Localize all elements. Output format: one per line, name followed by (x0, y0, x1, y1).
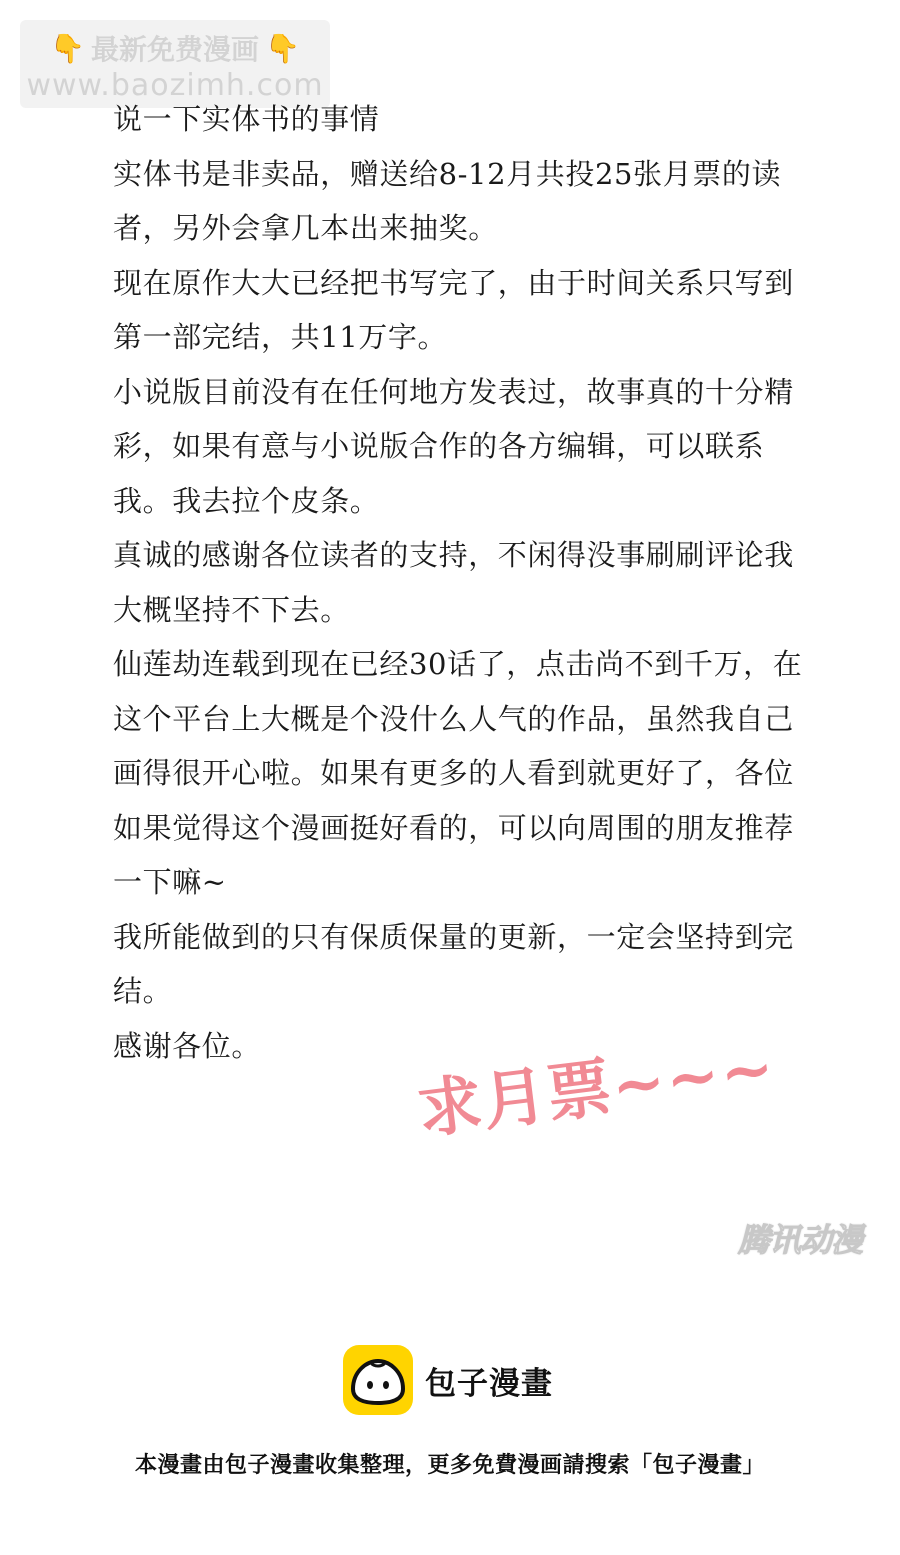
watermark-url: www.baozimh.com (26, 68, 324, 103)
pointing-down-hand-icon: 👇 (50, 31, 85, 65)
brand-logo (343, 1345, 553, 1415)
note-closing: 感谢各位。 (113, 1028, 262, 1063)
baozi-face-icon (343, 1345, 413, 1415)
watermark-title: 最新免费漫画 (90, 33, 259, 66)
author-note (113, 92, 813, 1073)
pointing-down-hand-icon: 👇 (265, 31, 300, 65)
note-paragraph: 真诚的感谢各位读者的支持，不闲得没事刷刷评论我大概坚持不下去。 (113, 538, 794, 627)
note-paragraph: 实体书是非卖品，赠送给8-12月共投25张月票的读者，另外会拿几本出来抽奖。 (113, 156, 782, 245)
note-paragraph: 现在原作大大已经把书写完了，由于时间关系只写到第一部完结，共11万字。 (113, 265, 794, 354)
note-paragraph: 仙莲劫连载到现在已经30话了，点击尚不到千万，在这个平台上大概是个没什么人气的作品，虽然我自己画得很开心啦。如果有更多的人看到就更好了，各位如果觉得这个漫画挺好看的，可以向周围的朋友推荐一下嘛~ (113, 647, 803, 899)
footer-note: 本漫畫由包子漫畫收集整理，更多免費漫画請搜索「包子漫畫」 (134, 1453, 765, 1478)
tencent-comic-watermark: 腾讯动漫 (738, 1221, 863, 1259)
note-paragraph: 小说版目前没有在任何地方发表过，故事真的十分精彩，如果有意与小说版合作的各方编辑，可以联系我。我去拉个皮条。 (113, 374, 794, 518)
monthly-ticket-plea: 求月票~~~ (413, 1030, 780, 1149)
note-heading: 说一下实体书的事情 (113, 102, 380, 136)
note-paragraph: 我所能做到的只有保质保量的更新，一定会坚持到完结。 (113, 919, 794, 1008)
brand-name: 包子漫畫 (425, 1365, 553, 1402)
